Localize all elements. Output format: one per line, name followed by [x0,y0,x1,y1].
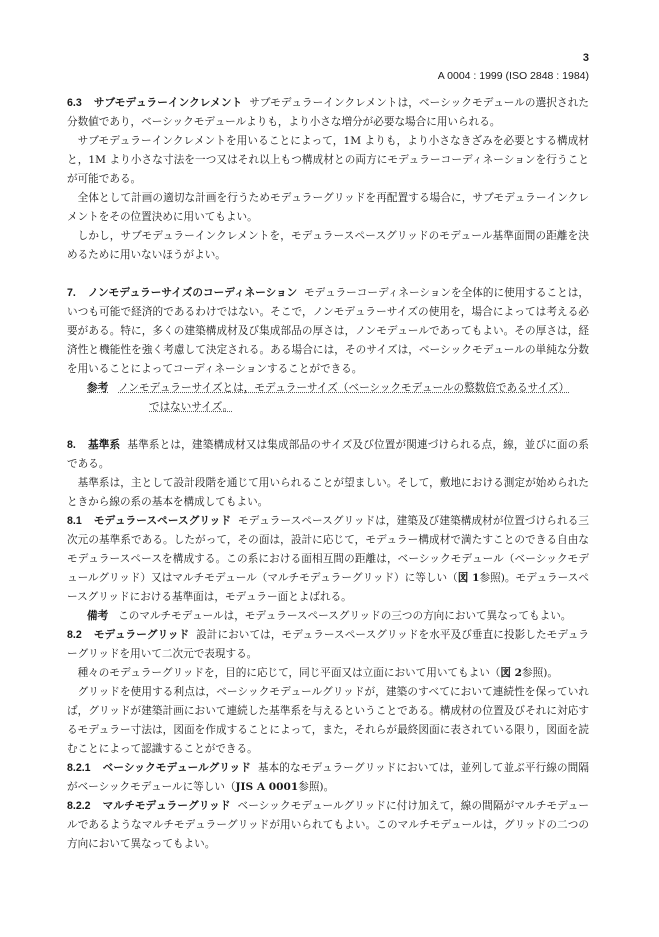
note-label: 備考 [87,610,109,622]
page-number: 3 [582,52,589,64]
note-text: このマルチモデュールは，モデュラースペースグリッドの三つの方向において異なってもよい。 [118,610,572,622]
paragraph-text: 種々のモデュラーグリッドを，目的に応じて，同じ平面又は立面において用いてもよい（ [77,667,501,679]
remark-note [87,607,589,626]
standard-ref: JIS A 0001 [235,781,299,793]
section-title: ノンモデュラーサイズのコーディネーション [87,287,298,299]
paragraph: 参照)。モデュラースペースグリッドにおける基準面は，モデュラー面とよばれる。 [67,572,589,603]
section-number: 6.3 [67,97,82,109]
section-title: モデュラースペースグリッド [93,515,232,527]
section-title: マルチモデュラーグリッド [102,800,231,812]
section-8-1 [67,512,589,607]
paragraph: グリッドを使用する利点は，ベーシックモデュールグリッドが，建築のすべてにおいて連続性を保っていれば，グリッドが建築計画において連続した基準系を与えるということである。構成材の位置及びそれに対応するモデュラー寸法は，図面を作成することによって，また，それらが最終図面に表されている限り，図面を読むことによって認識することができる。 [67,686,589,755]
section-8 [67,436,589,474]
paragraph: モデュラーコーディネーションを全体的に使用することは，いつも可能で経済的であるわけではない。そこで，ノンモデュラーサイズの使用を，場合によっては考える必要がある。特に，多くの建築構成材及び集成部品の厚さは，ノンモデュールであってもよい。その厚さは，経済性と機能性を強く考慮して決定される。ある場合には，そのサイズは，ベーシックモデュールの単純な分数を用いることによってコーディネーションすることができる。 [67,287,589,375]
section-title: モデュラーグリッド [93,629,190,641]
paragraph: 設計においては，モデュラースペースグリッドを水平及び垂直に投影したモデュラーグリッドを用いて二次元で表現する。 [67,629,589,660]
section-6-3 [67,94,589,132]
paragraph-text: 参照)。 [522,667,558,679]
section-7 [67,284,589,379]
section-title: ベーシックモデュールグリッド [102,762,251,774]
paragraph: モデュラースペースグリッドは，建築及び建築構成材が位置づけられる三次元の基準系である。したがって，その面は，設計に応じて，モデュラー構成材で満たすことのできる自由なモデュラースペースを構成する。この系における面相互間の距離は，ベーシックモデュール（ベーシックモデュールグリッド）又はマルチモデュール（マルチモデュラーグリッド）に等しい（ [67,515,589,584]
standard-number: A 0004 : 1999 (ISO 2848 : 1984) [437,70,589,82]
figure-ref: 図 2 [500,667,523,679]
section-title: 基準系 [87,439,121,451]
paragraph [67,664,589,683]
section-8-2-1 [67,759,589,797]
section-8-2 [67,626,589,664]
section-number: 8.2.1 [67,762,91,774]
paragraph: ベーシックモデュールグリッドに付け加えて，線の間隔がマルチモデュールであるようなマルチモデュラーグリッドが用いられてもよい。このマルチモデュールは，グリッドの二つの方向において異なってもよい。 [67,800,589,850]
note-text: ノンモデュラーサイズとは，モデュラーサイズ（ベーシックモデュールの整数倍であるサイズ） [118,382,570,394]
section-number: 8.2 [67,629,82,641]
note-label: 参考 [87,382,109,394]
section-number: 8. [67,439,76,451]
reference-note [87,379,589,417]
paragraph: 全体として計画の適切な計画を行うためモデュラーグリッドを再配置する場合に，サブモデュラーインクレメントをその位置決めに用いてもよい。 [67,192,589,223]
section-number: 8.1 [67,515,82,527]
note-text: ではないサイズ。 [149,401,234,413]
section-title: サブモデュラーインクレメント [93,97,243,109]
paragraph: 基本的なモデュラーグリッドにおいては，並列して並ぶ平行線の間隔がベーシックモデュールに等しい（ [67,762,589,793]
section-number: 7. [67,287,76,299]
paragraph: サブモデュラーインクレメントを用いることによって，1M よりも，より小さなきざみを必要とする構成材と，1M より小さな寸法を一つ又はそれ以上もつ構成材との両方にモデュラーコーディネーションを行うことが可能である。 [67,135,589,185]
paragraph: 基準系は，主として設計段階を通じて用いられることが望ましい。そして，敷地における測定が始められたときから線の系の基本を構成してもよい。 [67,477,589,508]
body-text [67,94,589,854]
paragraph: 参照)。 [298,781,335,793]
section-number: 8.2.2 [67,800,91,812]
paragraph: サブモデュラーインクレメントは，ベーシックモデュールの選択された分数値であり，ベーシックモデュールよりも，より小さな増分が必要な場合に用いられる。 [67,97,589,128]
figure-ref: 図 1 [457,572,480,584]
section-8-2-2 [67,797,589,854]
paragraph: しかし，サブモデュラーインクレメントを，モデュラースペースグリッドのモデュール基準面間の距離を決めるために用いないほうがよい。 [67,230,589,261]
paragraph: 基準系とは，建築構成材又は集成部品のサイズ及び位置が関連づけられる点，線，並びに面の系である。 [67,439,589,470]
